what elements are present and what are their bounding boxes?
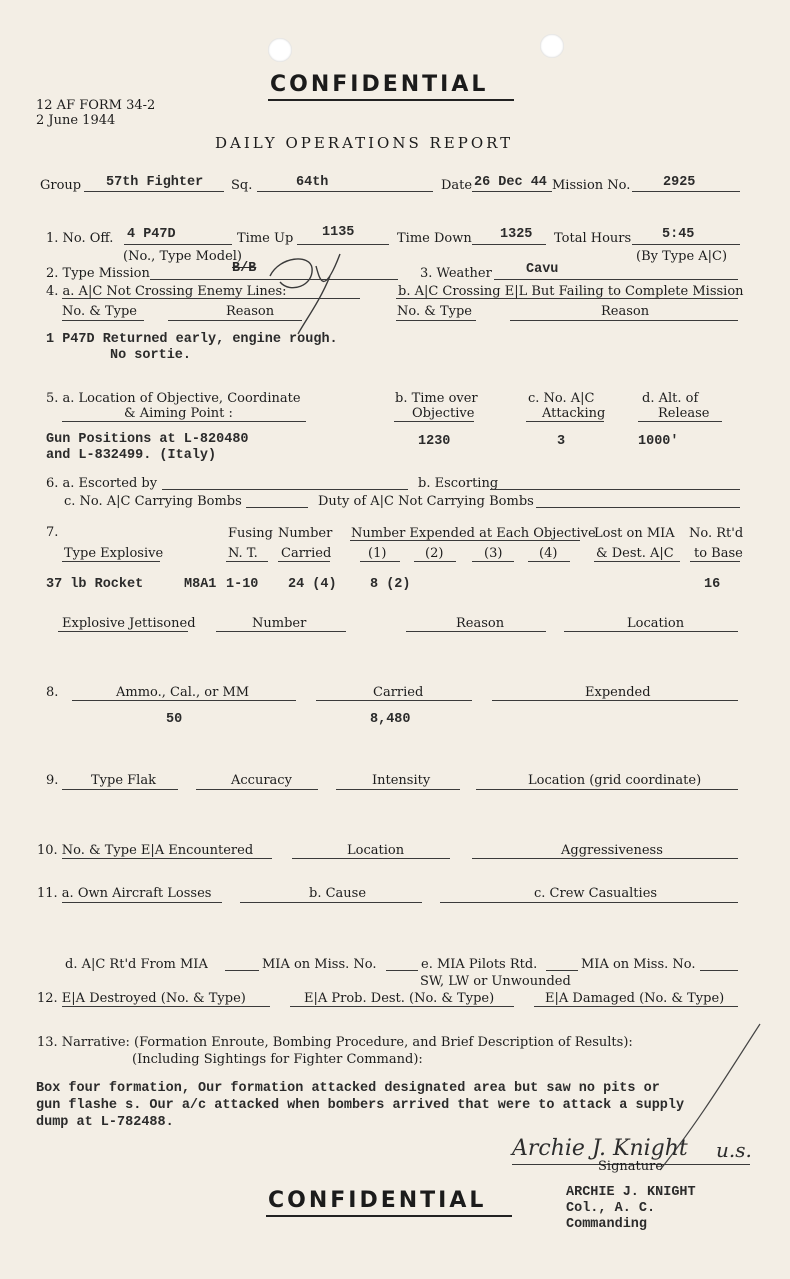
sec9-num: 9.: [46, 773, 59, 788]
sec4b-label: b. A|C Crossing E|L But Failing to Complete Mission: [398, 284, 744, 299]
objective-location: Gun Positions at L-820480: [46, 432, 249, 447]
signature-label: Signature: [598, 1159, 664, 1174]
weather-value: Cavu: [526, 262, 559, 277]
sq-label: Sq.: [231, 178, 253, 193]
ammo-value: 50: [166, 712, 183, 727]
crew-header: c. Crew Casualties: [534, 886, 658, 901]
confidential-header: CONFIDENTIAL: [270, 72, 489, 97]
narrative-label-2: (Including Sightings for Fighter Command):: [132, 1052, 423, 1067]
jett-reason-header: Reason: [456, 616, 505, 631]
signature-initials: u.s.: [716, 1138, 752, 1162]
rtd-value: 16: [704, 577, 721, 592]
ammo-expended-header: Expended: [585, 685, 651, 700]
explosive-model: M8A1: [184, 577, 217, 592]
signer-rank: Col., A. C.: [566, 1201, 656, 1216]
aggressiveness-header: Aggressiveness: [561, 843, 663, 858]
report-title: DAILY OPERATIONS REPORT: [215, 134, 514, 152]
sec5d-label: d. Alt. of: [642, 391, 699, 406]
total-hours-value: 5:45: [662, 227, 695, 242]
sec5c-label-2: Attacking: [542, 406, 606, 421]
obj1-header: (1): [368, 546, 387, 561]
objective-location-2: and L-832499. (Italy): [46, 448, 217, 463]
sec5d-label-2: Release: [658, 406, 710, 421]
reason-header: Reason: [226, 304, 275, 319]
time-down-value: 1325: [500, 227, 533, 242]
rtd-from-mia-label: d. A|C Rt'd From MIA: [65, 957, 208, 972]
obj4-header: (4): [539, 546, 558, 561]
sq-value: 64th: [296, 175, 329, 190]
mission-label: Mission No.: [552, 178, 631, 193]
early-return-entry-2: No sortie.: [110, 348, 192, 363]
group-value: 57th Fighter: [106, 175, 204, 190]
jett-number-header: Number: [252, 616, 307, 631]
no-type-header-b: No. & Type: [397, 304, 472, 319]
narrative-label: 13. Narrative: (Formation Enroute, Bombing Procedure, and Brief Description of Results):: [37, 1035, 633, 1050]
attacking-value: 3: [557, 434, 566, 449]
obj1-value: 8 (2): [370, 577, 411, 592]
ea-damaged-header: E|A Damaged (No. & Type): [545, 991, 725, 1006]
punch-hole-left: [268, 38, 292, 62]
no-type-model-sub: (No., Type Model): [123, 249, 242, 264]
fusing-value: 1-10: [226, 577, 259, 592]
time-up-value: 1135: [322, 225, 355, 240]
jett-location-header: Location: [627, 616, 685, 631]
cause-header: b. Cause: [309, 886, 367, 901]
sec5c-label: c. No. A|C: [528, 391, 595, 406]
sec5a-label: 5. a. Location of Objective, Coordinate: [46, 391, 301, 406]
jettisoned-header: Explosive Jettisoned: [62, 616, 196, 631]
ammo-carried-header: Carried: [373, 685, 424, 700]
no-off-label: 1. No. Off.: [46, 231, 114, 246]
sec5b-label-2: Objective: [412, 406, 475, 421]
rtd-header: No. Rt'd: [689, 526, 744, 541]
obj2-header: (2): [425, 546, 444, 561]
escorting-label: b. Escorting: [418, 476, 499, 491]
reason-header-b: Reason: [601, 304, 650, 319]
signer-role: Commanding: [566, 1217, 648, 1232]
no-off-value: 4 P47D: [127, 227, 176, 242]
ammo-header: Ammo., Cal., or MM: [116, 685, 250, 700]
to-base-header: to Base: [694, 546, 743, 561]
handwritten-signature: Archie J. Knight: [512, 1136, 688, 1161]
lost-mia-header: Lost on MIA: [594, 526, 675, 541]
type-mission-value: B/B: [232, 261, 257, 276]
mia-on-miss-label: MIA on Miss. No.: [262, 957, 377, 972]
obj3-header: (3): [484, 546, 503, 561]
release-value: 1000': [638, 434, 679, 449]
type-flak-header: Type Flak: [91, 773, 156, 788]
ea-prob-header: E|A Prob. Dest. (No. & Type): [304, 991, 495, 1006]
sec8-num: 8.: [46, 685, 59, 700]
sec7-num: 7.: [46, 525, 59, 540]
type-mission-label: 2. Type Mission: [46, 266, 150, 281]
early-return-entry: 1 P47D Returned early, engine rough.: [46, 332, 338, 347]
total-hours-label: Total Hours: [554, 231, 632, 246]
dest-ac-header: & Dest. A|C: [596, 546, 674, 561]
accuracy-header: Accuracy: [231, 773, 292, 788]
time-up-label: Time Up: [237, 231, 294, 246]
carried-value: 24 (4): [288, 577, 337, 592]
punch-hole-right: [540, 34, 564, 58]
mission-value: 2925: [663, 175, 696, 190]
duty-label: Duty of A|C Not Carrying Bombs: [318, 494, 534, 509]
form-date: 2 June 1944: [36, 113, 116, 128]
expended-header: Number Expended at Each Objective: [351, 526, 596, 541]
type-explosive-header: Type Explosive: [64, 546, 164, 561]
group-label: Group: [40, 178, 82, 193]
sec5a-label-2: & Aiming Point :: [124, 406, 233, 421]
sec12-label: 12. E|A Destroyed (No. & Type): [37, 991, 246, 1006]
mia-on-miss-label-2: MIA on Miss. No.: [581, 957, 696, 972]
sec10-label: 10. No. & Type E|A Encountered: [37, 843, 254, 858]
ea-location-header: Location: [347, 843, 405, 858]
signer-name: ARCHIE J. KNIGHT: [566, 1185, 696, 1200]
date-label: Date: [441, 178, 473, 193]
no-type-header: No. & Type: [62, 304, 137, 319]
number-header: Number: [278, 526, 333, 541]
time-down-label: Time Down: [397, 231, 472, 246]
date-value: 26 Dec 44: [474, 175, 547, 190]
escorted-by-label: 6. a. Escorted by: [46, 476, 158, 491]
narrative-line-3: dump at L-782488.: [36, 1115, 174, 1130]
mia-pilots-label: e. MIA Pilots Rtd.: [421, 957, 538, 972]
carried-header: Carried: [281, 546, 332, 561]
time-over-value: 1230: [418, 434, 451, 449]
fusing-header: Fusing: [228, 526, 273, 541]
carrying-bombs-label: c. No. A|C Carrying Bombs: [64, 494, 242, 509]
intensity-header: Intensity: [372, 773, 431, 788]
by-type-sub: (By Type A|C): [636, 249, 728, 264]
confidential-footer: CONFIDENTIAL: [268, 1188, 487, 1213]
narrative-line-1: Box four formation, Our formation attacked designated area but saw no pits or: [36, 1081, 660, 1096]
sec11-label: 11. a. Own Aircraft Losses: [37, 886, 212, 901]
fusing-nt-header: N. T.: [228, 546, 258, 561]
sec5b-label: b. Time over: [395, 391, 478, 406]
wounded-label: SW, LW or Unwounded: [420, 974, 571, 989]
sec4a-label: 4. a. A|C Not Crossing Enemy Lines:: [46, 284, 287, 299]
flak-location-header: Location (grid coordinate): [528, 773, 702, 788]
weather-label: 3. Weather: [420, 266, 492, 281]
explosive-type: 37 lb Rocket: [46, 577, 144, 592]
form-id: 12 AF FORM 34-2: [36, 98, 156, 113]
ammo-carried-value: 8,480: [370, 712, 411, 727]
narrative-line-2: gun flashe s. Our a/c attacked when bombers arrived that were to attack a supply: [36, 1098, 685, 1113]
